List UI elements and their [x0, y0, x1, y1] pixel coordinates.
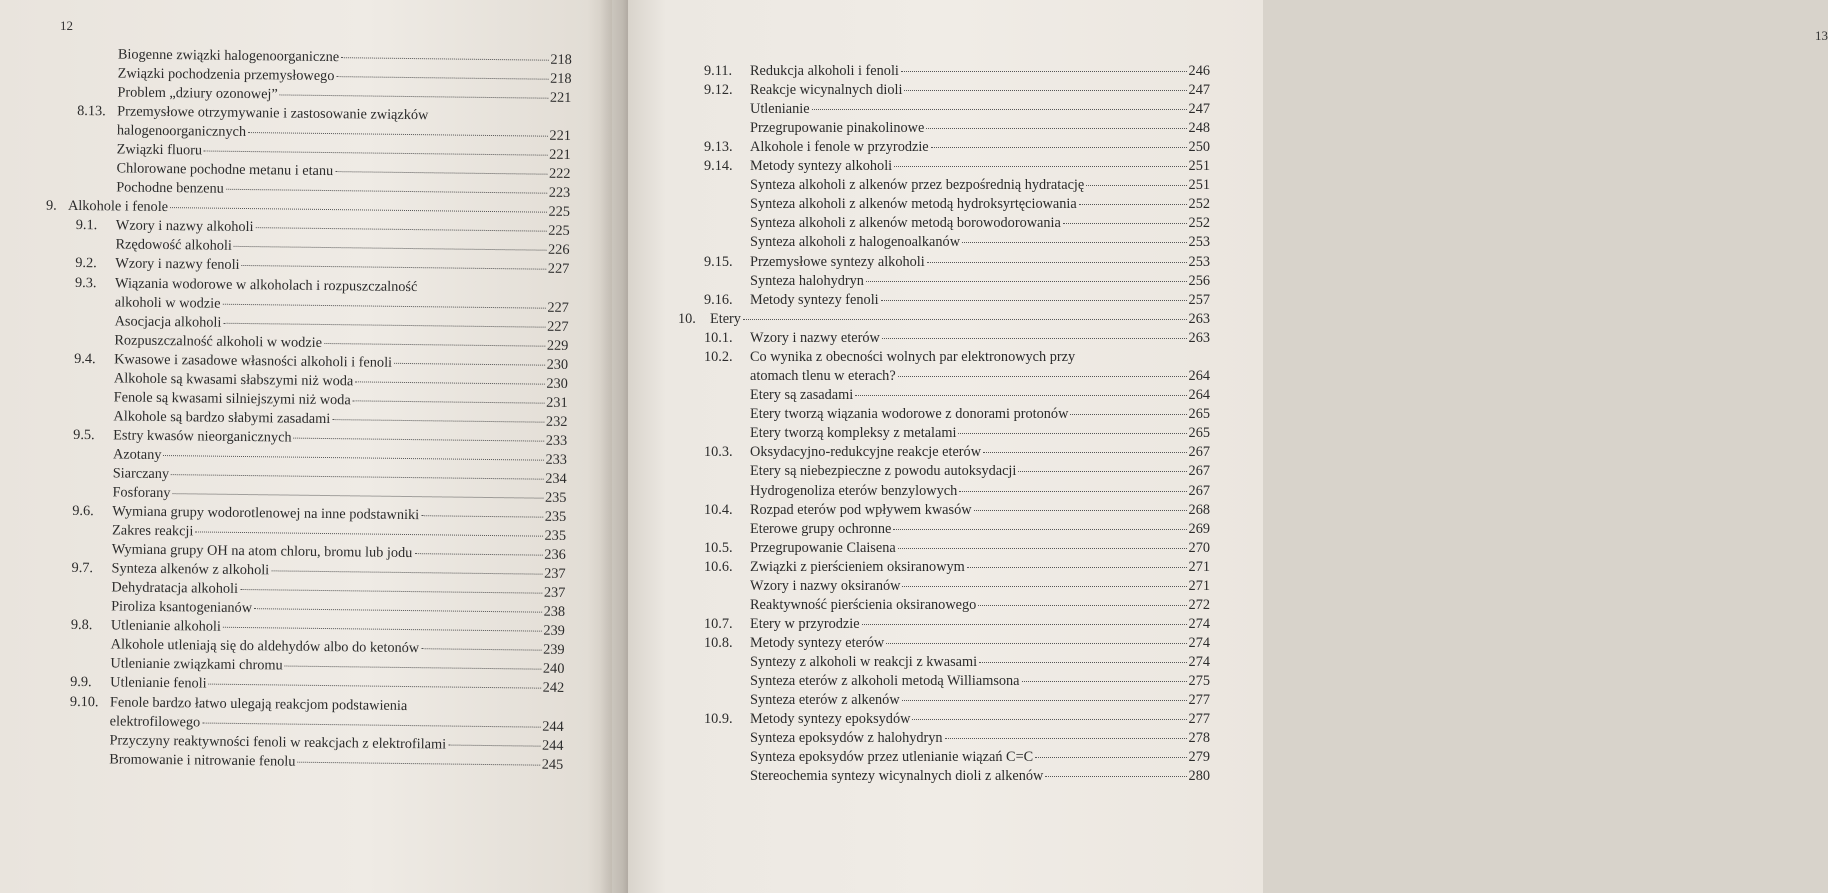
section-title: Wymiana grupy wodorotlenowej na inne podstawniki — [112, 503, 420, 524]
section-title: Dehydratacja alkoholi — [111, 579, 239, 597]
page-reference: 274 — [1188, 616, 1210, 632]
page-reference: 235 — [544, 489, 567, 506]
section-title: Utlenianie fenoli — [110, 674, 207, 692]
section-title: Alkohole i fenole — [67, 197, 169, 216]
toc-entry — [750, 176, 1210, 194]
section-title: Problem „dziury ozonowej” — [117, 84, 278, 103]
section-title: Fosforany — [112, 484, 171, 502]
page-reference: 277 — [1188, 692, 1210, 708]
dot-leader — [962, 242, 1187, 243]
dot-leader — [926, 128, 1186, 129]
section-title: Metody syntezy epoksydów — [750, 711, 911, 727]
dot-leader — [1035, 757, 1186, 758]
section-number: 9.10. — [69, 693, 99, 711]
page-reference: 232 — [545, 413, 568, 430]
section-number: 10.1. — [704, 330, 733, 346]
dot-leader — [280, 94, 548, 98]
page-reference: 257 — [1188, 292, 1210, 308]
dot-leader — [1079, 204, 1187, 205]
section-title: Etery tworzą kompleksy z metalami — [750, 425, 957, 441]
section-title: Fenole bardzo łatwo ulegają reakcjom podstawienia — [109, 694, 408, 715]
toc-entry — [704, 291, 1210, 309]
section-number: 10.4. — [704, 502, 733, 518]
section-title: Przemysłowe otrzymywanie i zastosowanie związków — [117, 103, 429, 124]
page-reference: 268 — [1188, 502, 1210, 518]
dot-leader — [886, 643, 1186, 644]
page-reference: 226 — [547, 241, 570, 258]
section-title: Eterowe grupy ochronne — [750, 521, 892, 537]
section-number: 9.14. — [704, 158, 733, 174]
dot-leader — [353, 400, 544, 403]
section-title: Związki fluoru — [116, 141, 203, 159]
page-reference: 247 — [1188, 101, 1210, 117]
section-title: Etery tworzą wiązania wodorowe z donorami protonów — [750, 406, 1069, 422]
dot-leader — [414, 553, 542, 556]
dot-leader — [421, 515, 543, 517]
section-number: 9.11. — [704, 63, 733, 79]
dot-leader — [394, 363, 545, 366]
toc-entry — [704, 348, 1210, 366]
page-reference: 280 — [1188, 768, 1210, 784]
dot-leader — [1070, 414, 1186, 415]
toc-entry — [750, 729, 1210, 747]
section-title: Przyczyny reaktywności fenoli w reakcjach z elektrofilami — [109, 732, 447, 753]
dot-leader — [421, 648, 541, 650]
section-title: Przemysłowe syntezy alkoholi — [750, 254, 925, 270]
page-reference: 247 — [1188, 82, 1210, 98]
toc-entry — [750, 367, 1210, 385]
dot-leader — [335, 171, 547, 175]
toc-entry — [750, 386, 1210, 404]
page-reference: 229 — [546, 337, 569, 354]
section-title: Synteza eterów z alkenów — [750, 692, 900, 708]
page-reference: 225 — [548, 222, 570, 239]
right-page-number: 13 — [1815, 28, 1828, 43]
section-title: Metody syntezy fenoli — [750, 292, 879, 308]
section-title: Reaktywność pierścienia oksiranowego — [750, 597, 977, 613]
section-title: Utlenianie — [750, 101, 810, 117]
section-title: Synteza eterów z alkoholi metodą Williamsona — [750, 673, 1020, 689]
page-reference: 277 — [1188, 711, 1210, 727]
section-number: 10.2. — [704, 349, 733, 365]
dot-leader — [332, 419, 544, 423]
page-reference: 221 — [549, 89, 572, 106]
page-reference: 274 — [1188, 654, 1210, 670]
dot-leader — [163, 455, 543, 461]
page-reference: 235 — [544, 527, 567, 544]
toc-entry — [704, 443, 1210, 461]
dot-leader — [904, 90, 1186, 91]
section-number: 10.9. — [704, 711, 733, 727]
page-reference: 227 — [547, 260, 570, 277]
section-title: Metody syntezy alkoholi — [750, 158, 893, 174]
dot-leader — [974, 510, 1187, 511]
section-title: Rzędowość alkoholi — [115, 236, 232, 254]
dot-leader — [448, 745, 540, 747]
dot-leader — [1086, 185, 1186, 186]
dot-leader — [240, 589, 542, 594]
toc-entry — [750, 405, 1210, 423]
page-reference: 240 — [542, 660, 565, 677]
toc-entry — [704, 615, 1210, 633]
page-reference: 263 — [1188, 311, 1210, 327]
page-reference: 233 — [545, 451, 568, 468]
section-title: Alkohole są bardzo słabymi zasadami — [113, 408, 331, 428]
dot-leader — [242, 265, 546, 270]
section-title: Synteza alkoholi z halogenoalkanów — [750, 234, 961, 250]
section-number: 9.12. — [704, 82, 733, 98]
page-reference: 238 — [543, 603, 566, 620]
toc-entry — [750, 100, 1210, 118]
page-reference: 236 — [544, 546, 566, 563]
page-reference: 278 — [1188, 730, 1210, 746]
page-reference: 252 — [1188, 196, 1210, 212]
dot-leader — [254, 608, 542, 613]
page-reference: 218 — [550, 70, 572, 87]
section-number: 9.8. — [70, 616, 93, 634]
page-reference: 253 — [1188, 254, 1210, 270]
page-reference: 239 — [543, 641, 565, 658]
page-reference: 237 — [543, 584, 566, 601]
page-reference: 250 — [1188, 139, 1210, 155]
section-title: Wzory i nazwy fenoli — [115, 255, 240, 273]
section-title: Biogenne związki halogenoorganiczne — [117, 46, 340, 66]
toc-entry — [750, 653, 1210, 671]
page-reference: 248 — [1188, 120, 1210, 136]
dot-leader — [912, 719, 1186, 720]
page-reference: 271 — [1188, 559, 1210, 575]
dot-leader — [893, 529, 1186, 530]
dot-leader — [172, 493, 543, 499]
dot-leader — [324, 343, 545, 347]
toc-entry — [750, 424, 1210, 442]
section-number: 9.6. — [72, 502, 94, 520]
dot-leader — [958, 433, 1186, 434]
page-reference: 227 — [547, 299, 569, 316]
dot-leader — [1063, 223, 1187, 224]
section-title: Siarczany — [112, 465, 170, 483]
section-title: Synteza alkoholi z alkenów metodą hydroksyrtęciowania — [750, 196, 1077, 212]
page-reference: 235 — [544, 508, 567, 525]
section-number: 9.13. — [704, 139, 733, 155]
section-number: 9.5. — [73, 426, 95, 444]
toc-entry — [704, 710, 1210, 728]
dot-leader — [170, 207, 546, 213]
section-title: Rozpad eterów pod wpływem kwasów — [750, 502, 972, 518]
section-title: Synteza halohydryn — [750, 273, 864, 289]
dot-leader — [248, 132, 547, 137]
section-number: 10.8. — [704, 635, 733, 651]
section-title: Azotany — [112, 446, 162, 464]
section-title: Wymiana grupy OH na atom chloru, bromu lub jodu — [111, 541, 413, 562]
toc-entry — [750, 233, 1210, 251]
toc-entry — [678, 310, 1210, 328]
page-reference: 275 — [1188, 673, 1210, 689]
dot-leader — [898, 376, 1187, 377]
section-number: 9.4. — [74, 350, 96, 368]
page-reference: 253 — [1188, 234, 1210, 250]
page-reference: 251 — [1188, 158, 1210, 174]
page-reference: 222 — [548, 165, 571, 182]
section-title: Alkohole utleniają się do aldehydów albo do ketonów — [110, 636, 420, 657]
dot-leader — [223, 627, 542, 632]
toc-entry — [704, 157, 1210, 175]
section-title: Chlorowane pochodne metanu i etanu — [116, 160, 334, 180]
dot-leader — [812, 109, 1187, 110]
dot-leader — [1022, 681, 1187, 682]
dot-leader — [195, 531, 542, 536]
toc-entry — [704, 634, 1210, 652]
section-number: 9.7. — [71, 559, 94, 577]
section-title: Alkohole i fenole w przyrodzie — [750, 139, 929, 155]
dot-leader — [743, 319, 1187, 320]
section-title: Stereochemia syntezy wicynalnych dioli z alkenów — [750, 768, 1044, 784]
toc-entry — [750, 577, 1210, 595]
dot-leader — [855, 395, 1186, 396]
page-reference: 234 — [545, 470, 567, 487]
section-number: 9.15. — [704, 254, 733, 270]
dot-leader — [294, 438, 544, 442]
section-title: Utlenianie alkoholi — [110, 617, 221, 635]
dot-leader — [901, 71, 1187, 72]
dot-leader — [967, 567, 1187, 568]
section-title: Wzory i nazwy eterów — [750, 330, 880, 346]
page-reference: 251 — [1188, 177, 1210, 193]
left-page-number: 12 — [60, 18, 73, 33]
toc-entry — [704, 329, 1210, 347]
section-title: Bromowanie i nitrowanie fenolu — [109, 751, 296, 770]
section-number: 10.7. — [704, 616, 733, 632]
dot-leader — [234, 246, 546, 251]
section-number: 9.9. — [70, 673, 92, 691]
section-title: Wzory i nazwy oksiranów — [750, 578, 901, 594]
dot-leader — [256, 227, 547, 232]
section-title: Hydrogenoliza eterów benzylowych — [750, 483, 958, 499]
page-reference: 267 — [1188, 483, 1210, 499]
dot-leader — [271, 570, 542, 574]
section-title: Związki pochodzenia przemysłowego — [117, 65, 335, 85]
dot-leader — [978, 605, 1186, 606]
page-reference: 233 — [545, 432, 568, 449]
page-reference: 221 — [549, 146, 571, 163]
toc-entry — [750, 462, 1210, 480]
section-title: Synteza epoksydów przez utlenianie wiązań C=C — [750, 749, 1034, 765]
page-reference: 264 — [1188, 368, 1210, 384]
section-number: 9. — [45, 197, 57, 214]
section-title: Piroliza ksantogenianów — [111, 598, 253, 617]
section-title: Estry kwasów nieorganicznych — [113, 427, 292, 446]
toc-entry — [704, 253, 1210, 271]
dot-leader — [285, 666, 541, 670]
toc-entry — [750, 767, 1210, 785]
toc-entry — [704, 81, 1210, 99]
dot-leader — [979, 662, 1186, 663]
page-reference: 242 — [542, 679, 565, 696]
page-reference: 271 — [1188, 578, 1210, 594]
dot-leader — [1018, 471, 1186, 472]
page-reference: 225 — [548, 203, 571, 220]
dot-leader — [209, 684, 541, 689]
dot-leader — [902, 586, 1186, 587]
section-title: Etery są niebezpieczne z powodu autoksydacji — [750, 463, 1017, 479]
dot-leader — [202, 723, 540, 728]
section-title: Fenole są kwasami silniejszymi niż woda — [113, 389, 351, 409]
dot-leader — [223, 323, 545, 328]
dot-leader — [862, 624, 1187, 625]
section-number: 10. — [678, 311, 696, 327]
dot-leader — [866, 281, 1187, 282]
page-reference: 272 — [1188, 597, 1210, 613]
dot-leader — [894, 166, 1186, 167]
page-reference: 264 — [1188, 387, 1210, 403]
section-title: Utlenianie związkami chromu — [110, 655, 283, 674]
page-reference: 245 — [541, 756, 564, 773]
section-title: Synteza alkoholi z alkenów metodą borowodorowania — [750, 215, 1061, 231]
page-reference: 267 — [1188, 444, 1210, 460]
section-title: Etery są zasadami — [750, 387, 854, 403]
dot-leader — [898, 548, 1187, 549]
toc-entry — [750, 214, 1210, 232]
toc-entry — [704, 558, 1210, 576]
section-title: Asocjacja alkoholi — [114, 313, 222, 331]
section-number: 9.3. — [74, 274, 97, 292]
dot-leader — [882, 338, 1187, 339]
page-reference: 246 — [1188, 63, 1210, 79]
page-reference: 279 — [1188, 749, 1210, 765]
page-reference: 265 — [1188, 425, 1210, 441]
page-reference: 244 — [541, 737, 564, 754]
section-number: 10.5. — [704, 540, 733, 556]
section-title: elektrofilowego — [109, 713, 201, 731]
section-title: Redukcja alkoholi i fenoli — [750, 63, 899, 79]
page-reference: 221 — [549, 127, 572, 144]
section-title: Pochodne benzenu — [116, 179, 224, 197]
section-title: Reakcje wicynalnych dioli — [750, 82, 903, 98]
page-reference: 227 — [547, 318, 569, 335]
dot-leader — [355, 381, 544, 384]
toc-entry — [750, 119, 1210, 137]
page-reference: 230 — [546, 375, 568, 392]
dot-leader — [931, 147, 1187, 148]
dot-leader — [336, 76, 548, 80]
dot-leader — [983, 452, 1187, 453]
section-title: Wzory i nazwy alkoholi — [115, 217, 254, 236]
page-reference: 270 — [1188, 540, 1210, 556]
toc-entry — [750, 482, 1210, 500]
toc-entry — [750, 596, 1210, 614]
toc-entry — [750, 748, 1210, 766]
section-title: Alkohole są kwasami słabszymi niż woda — [113, 370, 354, 390]
section-title: Przegrupowanie Claisena — [750, 540, 896, 556]
section-number: 9.1. — [75, 216, 98, 234]
dot-leader — [222, 304, 545, 309]
section-title: Wiązania wodorowe w alkoholach i rozpuszczalność — [114, 275, 418, 296]
dot-leader — [902, 700, 1187, 701]
toc-entry — [704, 138, 1210, 156]
dot-leader — [341, 57, 548, 61]
page-reference: 231 — [546, 394, 568, 411]
section-title: Metody syntezy eterów — [750, 635, 885, 651]
toc-entry — [750, 272, 1210, 290]
dot-leader — [881, 300, 1187, 301]
section-title: Etery w przyrodzie — [750, 616, 860, 632]
dot-leader — [226, 189, 547, 194]
dot-leader — [297, 762, 539, 766]
page-reference: 239 — [543, 622, 565, 639]
page-reference: 244 — [542, 718, 564, 735]
section-title: Przegrupowanie pinakolinowe — [750, 120, 925, 136]
dot-leader — [927, 262, 1187, 263]
dot-leader — [171, 474, 543, 480]
page-reference: 230 — [546, 356, 569, 373]
page-reference: 269 — [1188, 521, 1210, 537]
section-number: 9.2. — [75, 254, 97, 272]
section-title: Synteza epoksydów z halohydryn — [750, 730, 943, 746]
toc-entry — [750, 520, 1210, 538]
section-title: Rozpuszczalność alkoholi w wodzie — [114, 332, 323, 351]
right-page — [628, 0, 1828, 893]
page-reference: 218 — [550, 51, 572, 68]
section-title: Kwasowe i zasadowe własności alkoholi i fenoli — [114, 351, 393, 371]
section-title: Synteza alkoholi z alkenów przez bezpośrednią hydratację — [750, 177, 1085, 193]
section-title: Związki z pierścieniem oksiranowym — [750, 559, 965, 575]
section-title: Etery — [710, 311, 741, 327]
section-number: 10.3. — [704, 444, 733, 460]
toc-entry — [750, 672, 1210, 690]
section-title: Zakres reakcji — [111, 522, 194, 540]
dot-leader — [204, 151, 547, 156]
toc-entry — [750, 195, 1210, 213]
section-title: halogenoorganicznych — [116, 122, 247, 141]
section-number: 8.13. — [77, 102, 106, 120]
dot-leader — [945, 738, 1187, 739]
section-title: atomach tlenu w eterach? — [750, 368, 896, 384]
page-reference: 223 — [548, 184, 571, 201]
section-title: Synteza alkenów z alkoholi — [111, 560, 270, 579]
section-title: Oksydacyjno-redukcyjne reakcje eterów — [750, 444, 982, 460]
dot-leader — [959, 491, 1186, 492]
page-reference: 237 — [544, 565, 566, 582]
section-number: 9.16. — [704, 292, 733, 308]
page-reference: 265 — [1188, 406, 1210, 422]
section-title: Syntezy z alkoholi w reakcji z kwasami — [750, 654, 978, 670]
section-title: Co wynika z obecności wolnych par elektronowych przy — [750, 349, 1076, 365]
toc-entry — [704, 539, 1210, 557]
page-reference: 252 — [1188, 215, 1210, 231]
dot-leader — [1045, 776, 1186, 777]
section-title: alkoholi w wodzie — [114, 294, 221, 312]
page-reference: 267 — [1188, 463, 1210, 479]
page-reference: 256 — [1188, 273, 1210, 289]
page-reference: 274 — [1188, 635, 1210, 651]
section-number: 10.6. — [704, 559, 733, 575]
toc-entry — [704, 62, 1210, 80]
toc-entry — [704, 501, 1210, 519]
toc-entry — [750, 691, 1210, 709]
left-page — [0, 0, 612, 893]
page-reference: 263 — [1188, 330, 1210, 346]
